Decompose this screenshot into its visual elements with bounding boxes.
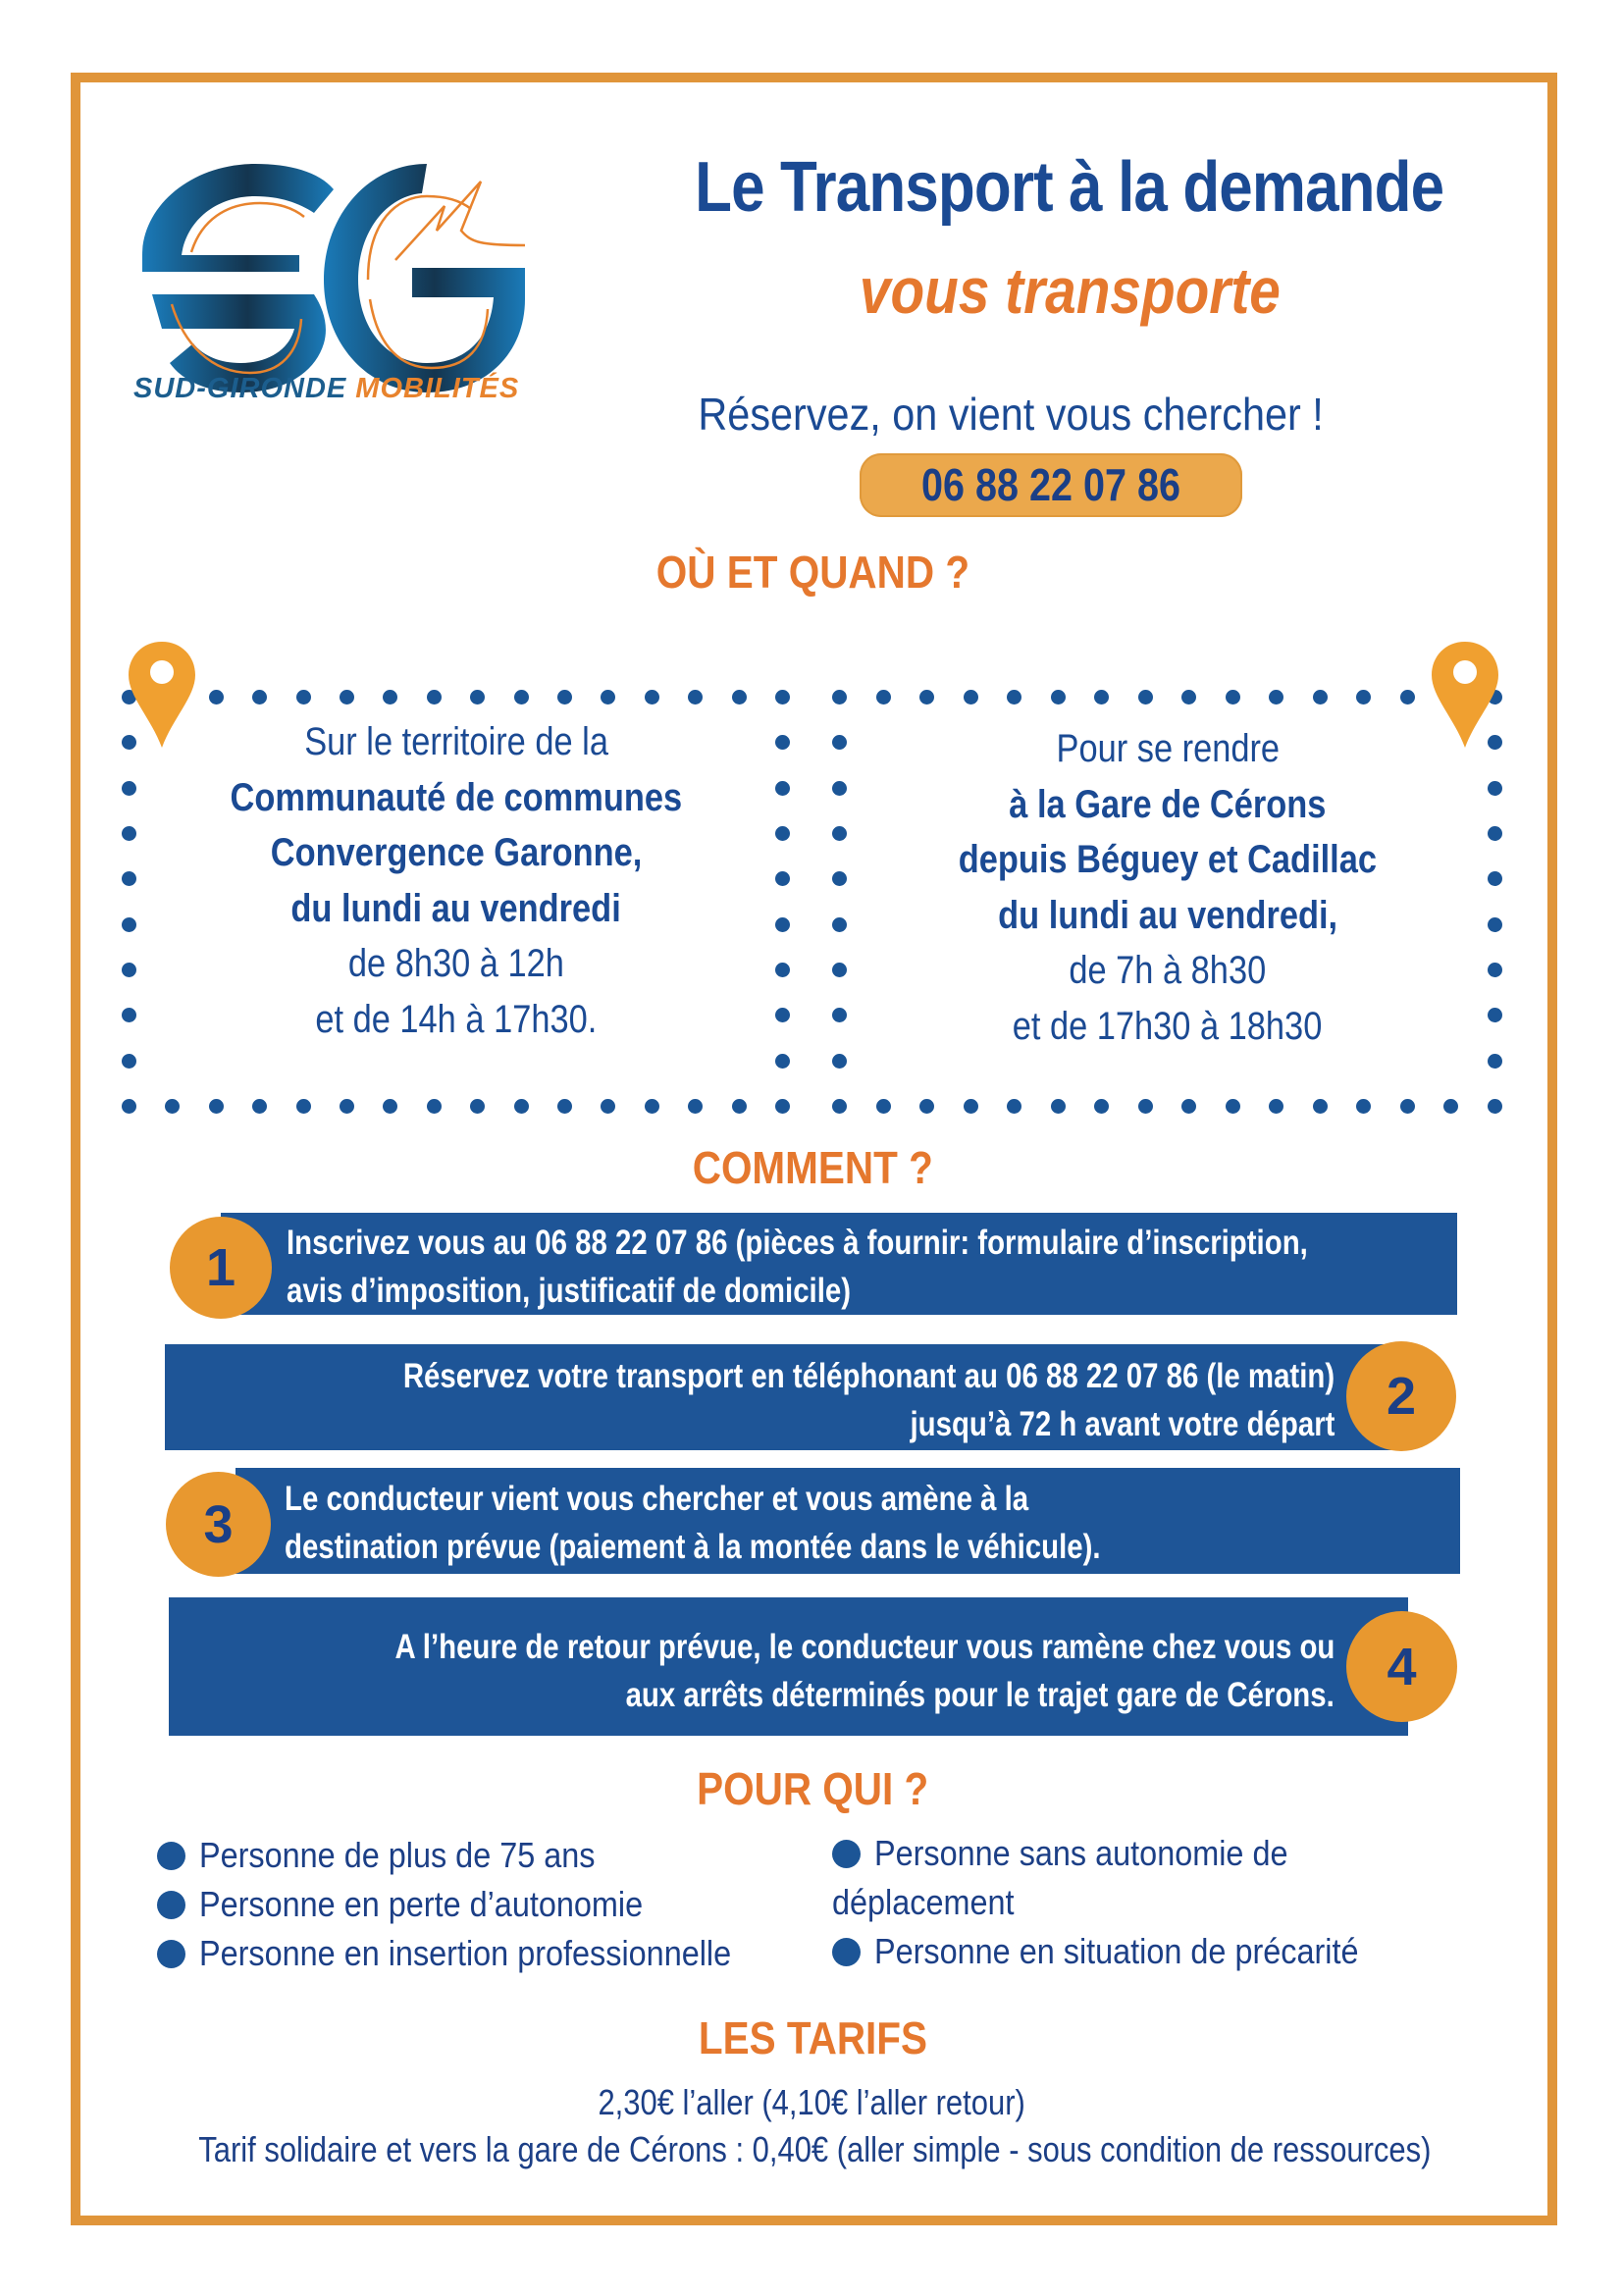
border-dot: [732, 690, 747, 704]
where-when-right-box: [856, 721, 1480, 1054]
border-dot: [832, 781, 847, 796]
border-dot: [1400, 1099, 1415, 1114]
border-dot: [645, 1099, 659, 1114]
bullet-icon: [157, 1842, 185, 1870]
border-dot: [427, 1099, 442, 1114]
box-line: du lundi au vendredi: [290, 886, 622, 930]
border-dot: [122, 963, 136, 977]
border-dot: [122, 1099, 136, 1114]
border-dot: [832, 826, 847, 841]
box-line: et de 17h30 à 18h30: [1013, 1004, 1323, 1048]
step-1-text: Inscrivez vous au 06 88 22 07 86 (pièces à fournir: formulaire d’inscription, avis d’imposition, justificatif de domicile): [287, 1224, 1308, 1310]
for-whom-right-list: [832, 1829, 1519, 1976]
border-dot: [876, 690, 891, 704]
bullet-icon: [832, 1938, 861, 1966]
border-dot: [514, 1099, 529, 1114]
border-dot: [832, 690, 847, 704]
border-dot: [775, 690, 790, 704]
step-3-number-badge: 3: [166, 1472, 271, 1577]
border-dot: [775, 1099, 790, 1114]
poster-subtitle: vous transporte: [859, 254, 1281, 327]
border-dot: [964, 690, 978, 704]
where-when-left-box: [147, 714, 765, 1047]
tariff-solidarity: Tarif solidaire et vers la gare de Cérons : 0,40€ (aller simple - sous condition de ressources): [198, 2129, 1432, 2169]
for-whom-left-list: [157, 1831, 824, 1978]
border-dot: [1488, 963, 1502, 977]
section-heading-for-whom: POUR QUI ?: [696, 1763, 929, 1814]
bullet-icon: [157, 1891, 185, 1919]
border-dot: [1488, 781, 1502, 796]
border-dot: [832, 963, 847, 977]
border-dot: [1400, 690, 1415, 704]
border-dot: [296, 1099, 311, 1114]
border-dot: [775, 781, 790, 796]
brand-name-part1: SUD-GIRONDE: [133, 373, 347, 404]
poster-title: Le Transport à la demande: [695, 148, 1444, 227]
box-line: depuis Béguey et Cadillac: [958, 838, 1378, 881]
phone-number-badge[interactable]: 06 88 22 07 86: [860, 453, 1242, 517]
bullet-icon: [157, 1940, 185, 1968]
border-dot: [514, 690, 529, 704]
border-dot: [775, 917, 790, 932]
box-line: à la Gare de Cérons: [1009, 782, 1327, 826]
border-dot: [1138, 1099, 1153, 1114]
border-dot: [1226, 690, 1240, 704]
step-3-text: Le conducteur vient vous chercher et vous amène à la destination prévue (paiement à la montée dans le véhicule).: [285, 1480, 1101, 1566]
box-line: du lundi au vendredi,: [998, 893, 1337, 937]
border-dot: [1488, 1054, 1502, 1069]
border-dot: [732, 1099, 747, 1114]
step-2-number-badge: 2: [1346, 1341, 1456, 1451]
list-item: Personne sans autonomie de: [832, 1829, 1519, 1878]
border-dot: [832, 917, 847, 932]
section-heading-how: COMMENT ?: [692, 1142, 933, 1193]
box-line: Communauté de communes: [230, 775, 683, 819]
border-dot: [296, 690, 311, 704]
border-dot: [1138, 690, 1153, 704]
border-dot: [1313, 1099, 1328, 1114]
step-1-number-badge: 1: [170, 1217, 272, 1319]
border-dot: [1488, 917, 1502, 932]
section-heading-tariffs: LES TARIFS: [698, 2012, 927, 2063]
border-dot: [340, 690, 354, 704]
list-item: Personne en insertion professionnelle: [157, 1929, 824, 1978]
border-dot: [645, 690, 659, 704]
list-item: Personne en perte d’autonomie: [157, 1880, 824, 1929]
border-dot: [964, 1099, 978, 1114]
border-dot: [427, 690, 442, 704]
border-dot: [122, 826, 136, 841]
border-dot: [876, 1099, 891, 1114]
border-dot: [557, 690, 572, 704]
tariff-standard: 2,30€ l’aller (4,10€ l’aller retour): [598, 2082, 1025, 2122]
border-dot: [919, 1099, 934, 1114]
sg-logo-icon: [132, 152, 564, 407]
border-dot: [1313, 690, 1328, 704]
box-line: Pour se rendre: [1056, 727, 1280, 770]
border-dot: [122, 917, 136, 932]
brand-name-part2: MOBILITÉS: [355, 373, 520, 404]
tagline: Réservez, on vient vous chercher !: [698, 389, 1324, 440]
border-dot: [1051, 690, 1066, 704]
sud-gironde-mobilites-logo: [132, 152, 564, 407]
border-dot: [775, 826, 790, 841]
box-line: de 7h à 8h30: [1069, 949, 1267, 992]
step-4-text: A l’heure de retour prévue, le conducteur vous ramène chez vous ou aux arrêts déterminés pour le trajet gare de Cérons.: [394, 1628, 1335, 1714]
border-dot: [1226, 1099, 1240, 1114]
border-dot: [557, 1099, 572, 1114]
border-dot: [209, 690, 224, 704]
box-line: Convergence Garonne,: [270, 831, 643, 874]
border-dot: [122, 781, 136, 796]
step-2-text: Réservez votre transport en téléphonant au 06 88 22 07 86 (le matin) jusqu’à 72 h avant votre départ: [402, 1357, 1335, 1443]
border-dot: [775, 963, 790, 977]
list-item: Personne en situation de précarité: [832, 1927, 1519, 1976]
brand-name: [133, 373, 565, 405]
bullet-icon: [832, 1840, 861, 1868]
list-item: Personne de plus de 75 ans: [157, 1831, 824, 1880]
border-dot: [775, 1054, 790, 1069]
border-dot: [1488, 826, 1502, 841]
box-line: de 8h30 à 12h: [348, 942, 564, 985]
box-line: et de 14h à 17h30.: [315, 997, 598, 1041]
border-dot: [340, 1099, 354, 1114]
box-line: Sur le territoire de la: [304, 720, 608, 763]
border-dot: [1488, 1099, 1502, 1114]
border-dot: [832, 1054, 847, 1069]
step-4-number-badge: 4: [1346, 1611, 1457, 1722]
border-dot: [919, 690, 934, 704]
border-dot: [1051, 1099, 1066, 1114]
list-item-continuation: déplacement: [832, 1882, 1015, 1922]
border-dot: [209, 1099, 224, 1114]
section-heading-where-when: OÙ ET QUAND ?: [655, 547, 969, 598]
border-dot: [122, 1054, 136, 1069]
border-dot: [832, 1099, 847, 1114]
